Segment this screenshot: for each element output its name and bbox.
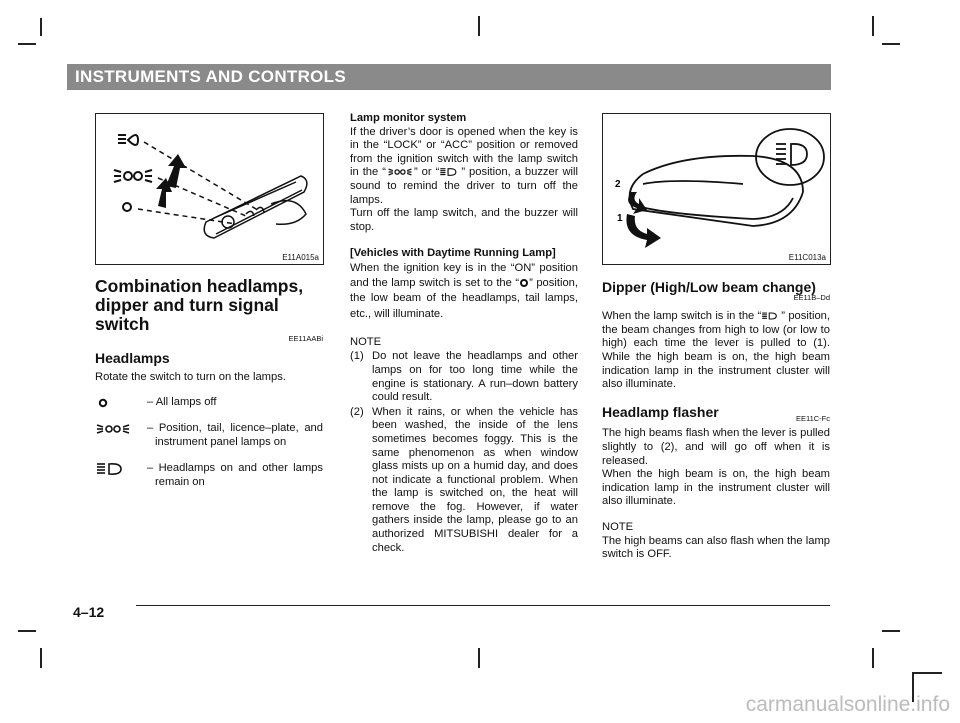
combination-switch-title: Combination headlamps, dipper and turn signal switch xyxy=(95,276,304,334)
drl-paragraph: When the ignition key is in the “ON” position and the lamp switch is set to the “ ” position, the low beam of the headlamps, tail lamps, etc., will illuminate. xyxy=(350,261,578,320)
section-header xyxy=(67,64,831,90)
section-code: EE11C-Fc xyxy=(795,413,830,423)
dipper-heading: Dipper (High/Low beam change) xyxy=(602,279,816,295)
off-icon xyxy=(95,396,115,410)
dipper-paragraph: When the lamp switch is in the “ ” position, the beam changes from high to low (or low to high) each time the lever is pulled to (1). While the high beam is on, the high beam indication lamp in the instrument cluster will also illuminate. xyxy=(602,310,830,391)
list-item xyxy=(350,406,578,556)
lamp-monitor-paragraph: If the driver’s door is opened when the key is in the “LOCK” or “ACC” position or removed from the ignition switch with the lamp switch in the “ ” or “ ” position, a buzzer will sound to remind the driver to turn off the lamps. xyxy=(350,125,578,206)
right-column xyxy=(602,281,830,562)
figure-caption: E11A015a xyxy=(282,253,319,262)
crop-mark xyxy=(40,18,42,36)
crop-mark xyxy=(478,648,480,668)
lamp-monitor-heading: Lamp monitor system xyxy=(350,112,467,124)
figure-caption: E11C013a xyxy=(788,253,826,262)
middle-column xyxy=(350,112,578,555)
crop-mark xyxy=(40,648,42,668)
footer-divider xyxy=(136,605,830,606)
crop-mark xyxy=(872,16,874,36)
label-2: 2 xyxy=(615,179,621,190)
drl-heading: [Vehicles with Daytime Running Lamp] xyxy=(350,247,556,260)
headlamps-heading: Headlamps xyxy=(95,349,170,366)
section-title: INSTRUMENTS AND CONTROLS xyxy=(75,67,347,86)
flasher-paragraph: The high beams flash when the lever is pulled slightly to (2), and will go off when it is released. xyxy=(602,427,830,467)
lamp-switch-illustration xyxy=(96,114,323,264)
crop-mark xyxy=(18,630,36,632)
off-icon xyxy=(519,278,529,288)
list-item xyxy=(95,422,323,449)
lever-illustration xyxy=(603,114,830,264)
note-number: (1) xyxy=(350,350,364,363)
crop-mark xyxy=(18,43,36,45)
crop-mark xyxy=(478,16,480,36)
note-text: Do not leave the headlamps and other lamps on for too long time while the engine is stationary. A run–down battery could result. xyxy=(372,350,578,404)
lamp-monitor-paragraph-2: Turn off the lamp switch, and the buzzer will stop. xyxy=(350,207,578,233)
note-text: The high beams can also flash when the lamp switch is OFF. xyxy=(602,534,830,561)
lever-pull-figure xyxy=(602,113,831,265)
page-number: 4–12 xyxy=(73,604,105,620)
note-number: (2) xyxy=(350,405,364,418)
flasher-heading: Headlamp flasher xyxy=(602,403,719,420)
list-item-text: – All lamps off xyxy=(147,396,217,408)
section-code: EE11AABi xyxy=(288,334,323,343)
headlamps-intro: Rotate the switch to turn on the lamps. xyxy=(95,371,286,384)
list-item-text: – Headlamps on and other lamps remain on xyxy=(147,462,323,488)
list-item-text: – Position, tail, licence–plate, and instrument panel lamps on xyxy=(147,422,323,448)
note-text: When it rains, or when the vehicle has been washed, the inside of the lens sometimes becomes foggy. This is the same phenomenon as when window glass mists up on a humid day, and does not indicate a functional problem. When the lamp is switched on, the heat will remove the fog. However, if water gathers inside the lamp, please go to an authorized MITSUBISHI dealer for a check. xyxy=(372,405,578,554)
list-item xyxy=(95,462,323,489)
switch-rotation-figure xyxy=(95,113,324,265)
section-code: EE11B–Dd xyxy=(793,292,830,302)
crop-mark xyxy=(882,630,900,632)
position-lamp-icon xyxy=(95,422,131,436)
note-label: NOTE xyxy=(350,335,382,348)
list-item xyxy=(95,396,323,415)
left-column xyxy=(95,277,323,385)
crop-mark xyxy=(912,672,942,674)
headlamp-icon xyxy=(439,167,461,177)
crop-mark xyxy=(882,43,900,45)
note-label: NOTE xyxy=(602,520,634,533)
watermark: carmanualsonline.info xyxy=(745,693,950,716)
position-lamp-icon xyxy=(386,167,414,177)
headlamp-icon xyxy=(761,311,781,321)
headlamp-icon xyxy=(95,462,129,476)
label-1: 1 xyxy=(617,213,623,224)
list-item xyxy=(350,350,578,404)
crop-mark xyxy=(872,648,874,668)
flasher-paragraph-2: When the high beam is on, the high beam indication lamp in the instrument cluster will also illuminate. xyxy=(602,468,830,508)
